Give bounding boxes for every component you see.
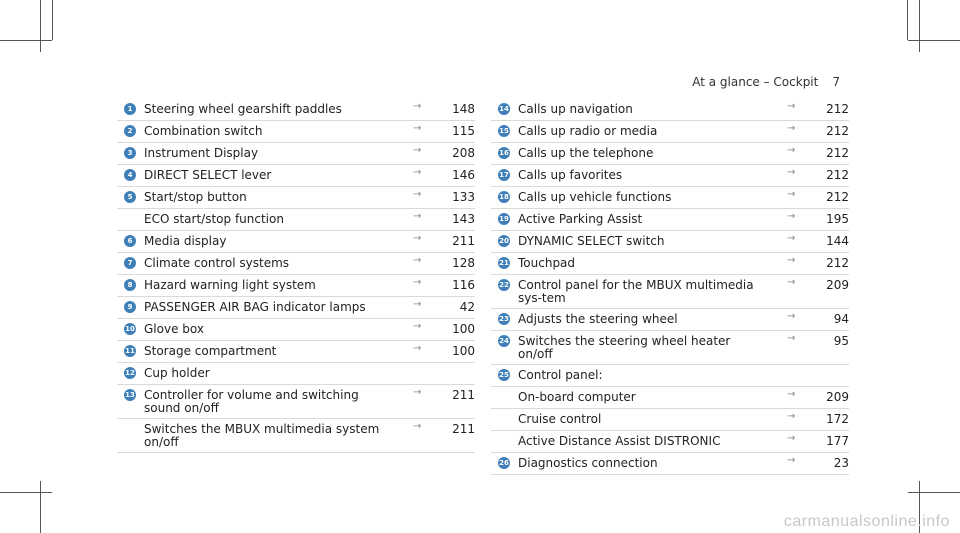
item-label: Active Distance Assist DISTRONIC — [518, 434, 721, 448]
index-row — [117, 165, 475, 187]
index-row — [491, 187, 849, 209]
page-reference[interactable]: 23 — [833, 456, 849, 470]
page-reference[interactable]: 212 — [826, 190, 849, 204]
arrow-icon: → — [787, 189, 796, 200]
item-label: ECO start/stop function — [144, 212, 284, 226]
page-reference[interactable]: 115 — [452, 124, 475, 138]
index-row — [491, 209, 849, 231]
page-reference[interactable]: 100 — [452, 322, 475, 336]
index-row — [117, 341, 475, 363]
item-label: Climate control systems — [144, 256, 290, 270]
crop-mark — [919, 0, 920, 52]
left-index-column — [117, 99, 475, 453]
page-reference[interactable]: 212 — [826, 124, 849, 138]
item-label: Calls up favorites — [518, 168, 623, 182]
arrow-icon: → — [787, 101, 796, 112]
item-number-badge: 11 — [125, 347, 135, 355]
item-number-badge: 13 — [125, 391, 135, 399]
item-number-badge: 17 — [499, 171, 509, 179]
page-reference[interactable]: 211 — [452, 234, 475, 248]
arrow-icon: → — [413, 343, 422, 354]
page-header — [692, 75, 840, 89]
index-row — [117, 187, 475, 209]
page-reference[interactable]: 133 — [452, 190, 475, 204]
arrow-icon: → — [413, 211, 422, 222]
item-number-badge: 10 — [125, 325, 135, 333]
item-number-badge: 1 — [124, 103, 136, 115]
page-reference[interactable]: 144 — [826, 234, 849, 248]
page-reference[interactable]: 209 — [826, 390, 849, 404]
crop-mark — [52, 0, 53, 40]
index-row — [117, 231, 475, 253]
item-label: Instrument Display — [144, 146, 259, 160]
item-label: PASSENGER AIR BAG indicator lamps — [144, 300, 366, 314]
crop-mark — [0, 492, 52, 493]
index-row — [491, 165, 849, 187]
item-label: Calls up radio or media — [518, 124, 658, 138]
arrow-icon: → — [787, 455, 796, 466]
index-row — [491, 331, 849, 365]
page-reference[interactable]: 208 — [452, 146, 475, 160]
arrow-icon: → — [413, 299, 422, 310]
crop-mark — [908, 40, 960, 41]
item-number-badge: 15 — [499, 127, 509, 135]
crop-mark — [40, 481, 41, 533]
page-reference[interactable]: 172 — [826, 412, 849, 426]
item-number-badge: 21 — [499, 259, 509, 267]
index-row — [117, 121, 475, 143]
crop-mark — [908, 492, 960, 493]
page-reference[interactable]: 100 — [452, 344, 475, 358]
arrow-icon: → — [413, 167, 422, 178]
item-label: On-board computer — [518, 390, 636, 404]
index-row — [491, 365, 849, 387]
arrow-icon: → — [787, 277, 796, 288]
index-row — [117, 275, 475, 297]
item-label: Controller for volume and switching sound on/off — [144, 388, 359, 415]
item-label: Switches the MBUX multimedia system on/off — [144, 422, 380, 449]
page-reference[interactable]: 128 — [452, 256, 475, 270]
arrow-icon: → — [413, 145, 422, 156]
item-number-badge: 26 — [499, 459, 509, 467]
arrow-icon: → — [413, 255, 422, 266]
index-row — [117, 319, 475, 341]
page-reference[interactable]: 209 — [826, 278, 849, 292]
page-reference[interactable]: 177 — [826, 434, 849, 448]
item-number-badge: 20 — [499, 237, 509, 245]
index-row — [491, 121, 849, 143]
item-label: Cruise control — [518, 412, 602, 426]
page-reference[interactable]: 116 — [452, 278, 475, 292]
arrow-icon: → — [413, 123, 422, 134]
item-label: Switches the steering wheel heater on/off — [518, 334, 731, 361]
arrow-icon: → — [787, 411, 796, 422]
arrow-icon: → — [413, 277, 422, 288]
item-label: Combination switch — [144, 124, 263, 138]
item-number-badge: 14 — [499, 105, 509, 113]
item-label: Control panel: — [518, 368, 603, 382]
page-reference[interactable]: 146 — [452, 168, 475, 182]
page-reference[interactable]: 143 — [452, 212, 475, 226]
item-label: DIRECT SELECT lever — [144, 168, 272, 182]
item-number-badge: 23 — [499, 315, 509, 323]
arrow-icon: → — [787, 123, 796, 134]
arrow-icon: → — [787, 211, 796, 222]
item-number-badge: 22 — [499, 281, 509, 289]
index-row — [491, 231, 849, 253]
page-reference[interactable]: 212 — [826, 146, 849, 160]
item-number-badge: 12 — [125, 369, 135, 377]
index-row — [117, 143, 475, 165]
page-reference[interactable]: 211 — [452, 388, 475, 402]
index-row — [117, 99, 475, 121]
item-label: Control panel for the MBUX multimedia sys-tem — [518, 278, 754, 305]
index-row — [491, 143, 849, 165]
item-number-badge: 8 — [124, 279, 136, 291]
page-reference[interactable]: 42 — [459, 300, 475, 314]
item-number-badge: 9 — [124, 301, 136, 313]
index-row — [117, 209, 475, 231]
item-number-badge: 24 — [499, 337, 509, 345]
item-label: Calls up navigation — [518, 102, 633, 116]
index-row — [491, 431, 849, 453]
crop-mark — [40, 0, 41, 52]
index-row — [117, 253, 475, 275]
item-label: Storage compartment — [144, 344, 277, 358]
item-label: Diagnostics connection — [518, 456, 658, 470]
item-number-badge: 6 — [124, 235, 136, 247]
item-label: Adjusts the steering wheel — [518, 312, 678, 326]
arrow-icon: → — [413, 233, 422, 244]
arrow-icon: → — [787, 311, 796, 322]
arrow-icon: → — [787, 145, 796, 156]
watermark: carmanualsonline.info — [783, 513, 950, 530]
index-row — [117, 419, 475, 453]
page-reference[interactable]: 212 — [826, 256, 849, 270]
arrow-icon: → — [787, 255, 796, 266]
item-number-badge: 18 — [499, 193, 509, 201]
arrow-icon: → — [787, 333, 796, 344]
index-row — [117, 363, 475, 385]
item-number-badge: 3 — [124, 147, 136, 159]
crop-mark — [907, 0, 908, 40]
item-label: Start/stop button — [144, 190, 247, 204]
item-number-badge: 16 — [499, 149, 509, 157]
arrow-icon: → — [413, 101, 422, 112]
arrow-icon: → — [413, 321, 422, 332]
index-row — [491, 409, 849, 431]
index-row — [491, 253, 849, 275]
page-reference[interactable]: 212 — [826, 102, 849, 116]
arrow-icon: → — [413, 421, 422, 432]
page-reference[interactable]: 95 — [833, 334, 849, 348]
index-row — [491, 275, 849, 309]
item-number-badge: 7 — [124, 257, 136, 269]
page-reference[interactable]: 148 — [452, 102, 475, 116]
page-reference[interactable]: 195 — [826, 212, 849, 226]
index-row — [117, 385, 475, 419]
index-row — [117, 297, 475, 319]
index-row — [491, 387, 849, 409]
section-title: At a glance – Cockpit — [692, 75, 819, 89]
index-row — [491, 99, 849, 121]
item-number-badge: 5 — [124, 191, 136, 203]
arrow-icon: → — [413, 189, 422, 200]
item-label: Glove box — [144, 322, 204, 336]
arrow-icon: → — [787, 167, 796, 178]
arrow-icon: → — [787, 433, 796, 444]
item-label: Hazard warning light system — [144, 278, 316, 292]
item-label: Touchpad — [518, 256, 576, 270]
item-label: Cup holder — [144, 366, 210, 380]
item-number-badge: 25 — [499, 371, 509, 379]
item-label: Active Parking Assist — [518, 212, 643, 226]
item-label: Steering wheel gearshift paddles — [144, 102, 342, 116]
crop-mark — [0, 40, 52, 41]
index-row — [491, 309, 849, 331]
index-row — [491, 453, 849, 475]
item-label: Calls up vehicle functions — [518, 190, 672, 204]
item-number-badge: 4 — [124, 169, 136, 181]
page-number: 7 — [832, 75, 840, 89]
item-label: Media display — [144, 234, 227, 248]
right-index-column — [491, 99, 849, 475]
item-number-badge: 19 — [499, 215, 509, 223]
arrow-icon: → — [787, 233, 796, 244]
page-reference[interactable]: 212 — [826, 168, 849, 182]
item-number-badge: 2 — [124, 125, 136, 137]
item-label: DYNAMIC SELECT switch — [518, 234, 665, 248]
arrow-icon: → — [413, 387, 422, 398]
item-label: Calls up the telephone — [518, 146, 654, 160]
page-reference[interactable]: 211 — [452, 422, 475, 436]
arrow-icon: → — [787, 389, 796, 400]
page-reference[interactable]: 94 — [833, 312, 849, 326]
